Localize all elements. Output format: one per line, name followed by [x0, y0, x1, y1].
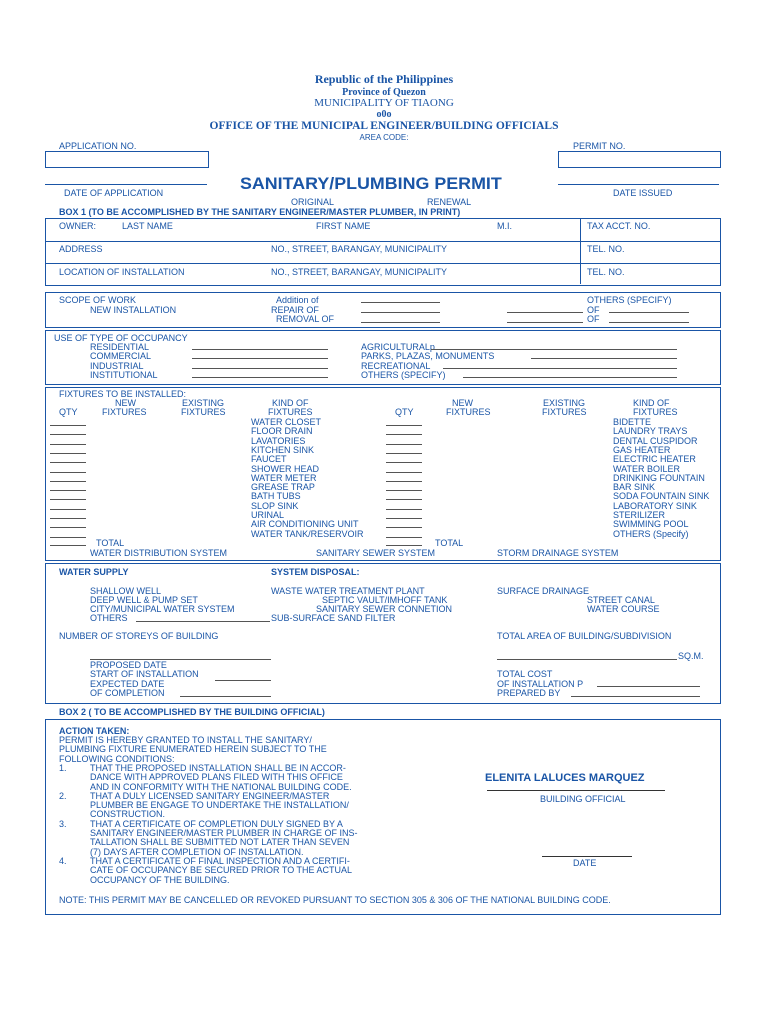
others-of-field[interactable] — [609, 322, 689, 323]
action-taken-label: ACTION TAKEN: — [59, 726, 130, 736]
occupancy-recreational[interactable]: RECREATIONAL — [361, 361, 431, 371]
completion-field[interactable] — [180, 696, 271, 697]
condition-line: THAT A DULY LICENSED SANITARY ENGINEER/MASTER — [90, 790, 330, 801]
deep-well-option[interactable]: DEEP WELL & PUMP SET — [90, 595, 198, 605]
left-qty-field[interactable] — [50, 537, 86, 538]
divider — [46, 263, 720, 264]
condition-line: CATE OF OCCUPANCY BE SECURED PRIOR TO THE ACTUAL — [90, 865, 353, 876]
shallow-well-option[interactable]: SHALLOW WELL — [90, 586, 162, 596]
tel-no-label: TEL. NO. — [587, 244, 625, 254]
left-fixture-item: SHOWER HEAD — [251, 463, 320, 474]
condition-number: 1. — [59, 762, 67, 773]
left-fixture-item: FAUCET — [251, 454, 287, 465]
application-no-field[interactable] — [45, 151, 209, 168]
right-fixture-item: LABORATORY SINK — [613, 500, 697, 511]
left-qty-field[interactable] — [50, 481, 86, 482]
left-qty-field[interactable] — [50, 453, 86, 454]
water-distribution-option[interactable]: WATER DISTRIBUTION SYSTEM — [90, 548, 228, 558]
left-qty-field[interactable] — [50, 490, 86, 491]
right-qty-field[interactable] — [386, 527, 422, 528]
occupancy-field[interactable] — [463, 377, 677, 378]
right-qty-field[interactable] — [386, 499, 422, 500]
left-qty-field[interactable] — [50, 527, 86, 528]
left-qty-field[interactable] — [50, 444, 86, 445]
left-fixture-item: GREASE TRAP — [251, 482, 315, 493]
kind-fixtures-header: FIXTURES — [633, 407, 678, 417]
right-qty-field[interactable] — [386, 453, 422, 454]
address-label: ADDRESS — [59, 244, 103, 254]
condition-line: THAT A CERTIFICATE OF COMPLETION DULY SIGNED BY A — [90, 818, 343, 829]
condition-line: TALLATION SHALL BE SUBMITTED NOT LATER THAN SEVEN — [90, 837, 350, 848]
others-field[interactable] — [507, 312, 583, 313]
right-fixture-item: DENTAL CUSPIDOR — [613, 435, 698, 446]
waste-water-option[interactable]: WASTE WATER TREATMENT PLANT — [271, 586, 425, 596]
condition-line: AND IN CONFORMITY WITH THE NATIONAL BUILDING CODE. — [90, 781, 352, 792]
prepared-by-label: PREPARED BY — [497, 688, 561, 698]
existing-header: EXISTING — [182, 398, 225, 408]
existing-header: EXISTING — [543, 398, 586, 408]
right-qty-field[interactable] — [386, 434, 422, 435]
system-disposal-heading: SYSTEM DISPOSAL: — [271, 567, 360, 577]
water-course-option[interactable]: WATER COURSE — [587, 604, 660, 614]
repair-of-field[interactable] — [361, 312, 440, 313]
left-qty-field[interactable] — [50, 518, 86, 519]
renewal-option[interactable]: RENEWAL — [427, 197, 472, 207]
right-fixture-item: DRINKING FOUNTAIN — [613, 472, 705, 483]
left-qty-field[interactable] — [50, 462, 86, 463]
total-field[interactable] — [50, 545, 86, 546]
official-name: ELENITA LALUCES MARQUEZ — [485, 772, 645, 784]
repair-of-label: REPAIR OF — [271, 305, 319, 315]
date-of-application-label: DATE OF APPLICATION — [64, 188, 164, 198]
right-fixture-item: GAS HEATER — [613, 444, 671, 455]
sanitary-sewer-conn-option[interactable]: SANITARY SEWER CONNETION — [316, 604, 453, 614]
street-canal-option[interactable]: STREET CANAL — [587, 595, 655, 605]
scope-of-work-label: SCOPE OF WORK — [59, 295, 137, 305]
left-fixture-item: WATER TANK/RESERVOIR — [251, 528, 364, 539]
of-label: OF — [587, 314, 600, 324]
kind-fixtures-header: FIXTURES — [268, 407, 313, 417]
new-fixtures-header: FIXTURES — [446, 407, 491, 417]
occupancy-field[interactable] — [431, 349, 677, 350]
water-supply-heading: WATER SUPPLY — [59, 567, 129, 577]
republic-heading: Republic of the Philippines — [314, 72, 454, 86]
occupancy-commercial[interactable]: COMMERCIAL — [90, 351, 152, 361]
left-fixture-item: SLOP SINK — [251, 500, 299, 511]
cost-field[interactable] — [597, 686, 700, 687]
subsurface-option[interactable]: SUB-SURFACE SAND FILTER — [271, 613, 396, 623]
permit-no-field[interactable] — [558, 151, 721, 168]
left-qty-field[interactable] — [50, 499, 86, 500]
date-issued-label: DATE ISSUED — [613, 188, 673, 198]
others-field[interactable] — [507, 322, 583, 323]
note-text: NOTE: THIS PERMIT MAY BE CANCELLED OR REVOKED PURSUANT TO SECTION 305 & 306 OF THE NATIONAL BUILDING CODE. — [59, 895, 611, 905]
removal-of-field[interactable] — [361, 322, 440, 323]
area-code-label: AREA CODE: — [359, 133, 409, 142]
total-label: TOTAL — [435, 538, 464, 548]
left-fixture-item: FLOOR DRAIN — [251, 426, 313, 437]
prepared-by-field[interactable] — [571, 696, 700, 697]
septic-option[interactable]: SEPTIC VAULT/IMHOFF TANK — [322, 595, 448, 605]
condition-line: PLUMBER BE ENGAGE TO UNDERTAKE THE INSTALLATION/ — [90, 800, 349, 811]
right-fixture-item: LAUNDRY TRAYS — [613, 426, 688, 437]
original-option[interactable]: ORIGINAL — [291, 197, 335, 207]
first-name-label: FIRST NAME — [316, 221, 371, 231]
condition-number: 2. — [59, 790, 67, 801]
condition-line: (7) DAYS AFTER COMPLETION OF INSTALLATION. — [90, 846, 304, 857]
occupancy-others[interactable]: OTHERS (SPECIFY) — [361, 370, 446, 380]
province-heading: Province of Quezon — [342, 87, 426, 98]
office-heading: OFFICE OF THE MUNICIPAL ENGINEER/BUILDING OFFICIALS — [209, 120, 559, 132]
signature-line — [487, 790, 665, 791]
last-name-label: LAST NAME — [122, 221, 173, 231]
occupancy-institutional[interactable]: INSTITUTIONAL — [90, 370, 158, 380]
right-fixture-item: BIDETTE — [613, 417, 652, 427]
date-line[interactable] — [542, 856, 632, 857]
right-fixture-item: SODA FOUNTAIN SINK — [613, 491, 710, 502]
of-installation-label: OF INSTALLATION P — [497, 679, 584, 689]
right-qty-field[interactable] — [386, 518, 422, 519]
occupancy-field[interactable] — [531, 358, 677, 359]
date-label: DATE — [573, 858, 597, 868]
right-qty-field[interactable] — [386, 472, 422, 473]
occupancy-industrial[interactable]: INDUSTRIAL — [90, 361, 144, 371]
sanitary-sewer-option[interactable]: SANITARY SEWER SYSTEM — [316, 548, 436, 558]
others-field[interactable] — [136, 621, 270, 622]
left-fixture-item: LAVATORIES — [251, 435, 306, 446]
right-qty-field[interactable] — [386, 444, 422, 445]
total-cost-label: TOTAL COST — [497, 669, 553, 679]
right-qty-field[interactable] — [386, 425, 422, 426]
existing-fixtures-header: FIXTURES — [181, 407, 226, 417]
separator: o0o — [376, 109, 392, 120]
location-label: LOCATION OF INSTALLATION — [59, 267, 185, 277]
right-qty-field[interactable] — [386, 490, 422, 491]
tax-acct-label: TAX ACCT. NO. — [587, 221, 651, 231]
of-label: OF — [587, 305, 600, 315]
right-fixture-item: STERILIZER — [613, 510, 666, 520]
left-qty-field[interactable] — [50, 434, 86, 435]
right-fixture-item: BAR SINK — [613, 482, 656, 493]
proposed-date-label: PROPOSED DATE — [90, 660, 167, 670]
condition-line: THAT A CERTIFICATE OF FINAL INSPECTION AND A CERTIFI- — [90, 855, 350, 866]
date-of-application-field[interactable] — [45, 184, 207, 185]
occupancy-field[interactable] — [192, 368, 328, 369]
right-fixture-item: SWIMMING POOL — [613, 519, 689, 530]
permit-title: SANITARY/PLUMBING PERMIT — [240, 174, 502, 193]
left-fixture-item: KITCHEN SINK — [251, 444, 315, 455]
qty-header: QTY — [59, 407, 78, 417]
action-line: PLUMBING FIXTURE ENUMERATED HEREIN SUBJECT TO THE — [59, 744, 327, 755]
box2-heading: BOX 2 ( TO BE ACCOMPLISHED BY THE BUILDING OFFICIAL) — [59, 707, 325, 717]
storeys-label: NUMBER OF STOREYS OF BUILDING — [59, 631, 219, 641]
surface-drainage-option[interactable]: SURFACE DRAINAGE — [497, 586, 590, 596]
official-title: BUILDING OFFICIAL — [540, 794, 626, 804]
owner-label: OWNER: — [59, 221, 96, 231]
of-completion-label: OF COMPLETION — [90, 688, 165, 698]
city-water-option[interactable]: CITY/MUNICIPAL WATER SYSTEM — [90, 604, 235, 614]
left-qty-field[interactable] — [50, 509, 86, 510]
occupancy-residential[interactable]: RESIDENTIAL — [90, 342, 150, 352]
left-qty-field[interactable] — [50, 472, 86, 473]
divider — [46, 241, 720, 242]
addition-of-field[interactable] — [361, 302, 440, 303]
right-fixture-item: ELECTRIC HEATER — [613, 454, 696, 465]
start-installation-label: START OF INSTALLATION — [90, 669, 199, 679]
occupancy-agricultural[interactable]: AGRICULTURALp — [361, 342, 435, 352]
occupancy-parks[interactable]: PARKS, PLAZAS, MONUMENTS — [361, 351, 495, 361]
total-label: TOTAL — [96, 538, 125, 548]
box1-heading: BOX 1 (TO BE ACCOMPLISHED BY THE SANITARY ENGINEER/MASTER PLUMBER, IN PRINT) — [59, 207, 461, 217]
occupancy-field[interactable] — [443, 368, 677, 369]
action-line: PERMIT IS HEREBY GRANTED TO INSTALL THE SANITARY/ — [59, 735, 312, 745]
permit-no-label: PERMIT NO. — [573, 141, 626, 151]
fixtures-heading: FIXTURES TO BE INSTALLED: — [59, 389, 187, 399]
existing-fixtures-header: FIXTURES — [542, 407, 587, 417]
kind-of-header: KIND OF — [272, 398, 309, 408]
application-no-label: APPLICATION NO. — [59, 141, 137, 151]
right-qty-field[interactable] — [386, 509, 422, 510]
left-fixture-item: AIR CONDITIONING UNIT — [251, 519, 359, 530]
right-fixture-item: OTHERS (Specify) — [613, 528, 689, 539]
condition-line: DANCE WITH APPROVED PLANS FILED WITH THIS OFFICE — [90, 772, 343, 783]
new-header: NEW — [115, 398, 136, 408]
others-specify-label: OTHERS (SPECIFY) — [587, 295, 672, 305]
qty-header: QTY — [395, 407, 414, 417]
right-qty-field[interactable] — [386, 481, 422, 482]
kind-of-header: KIND OF — [633, 398, 670, 408]
occupancy-field[interactable] — [192, 377, 328, 378]
right-qty-field[interactable] — [386, 462, 422, 463]
new-header: NEW — [452, 398, 473, 408]
address-hint: NO., STREET, BARANGAY, MUNICIPALITY — [271, 244, 448, 254]
total-area-field[interactable] — [497, 659, 677, 660]
left-fixture-item: BATH TUBS — [251, 491, 301, 502]
left-fixture-item: WATER METER — [251, 472, 317, 483]
sqm-label: SQ.M. — [678, 651, 704, 661]
removal-of-label: REMOVAL OF — [276, 314, 335, 324]
new-installation-option[interactable]: NEW INSTALLATION — [90, 305, 177, 315]
others-of-field[interactable] — [609, 312, 689, 313]
municipality-heading: MUNICIPALITY OF TIAONG — [314, 97, 454, 109]
condition-line: OCCUPANCY OF THE BUILDING. — [90, 874, 230, 885]
occupancy-field[interactable] — [192, 358, 328, 359]
condition-number: 3. — [59, 818, 67, 829]
total-field[interactable] — [386, 545, 422, 546]
mi-label: M.I. — [497, 221, 512, 231]
right-fixture-item: WATER BOILER — [613, 463, 681, 474]
occupancy-heading: USE OF TYPE OF OCCUPANCY — [54, 333, 188, 343]
addition-of-label: Addition of — [276, 295, 319, 305]
condition-line: SANITARY ENGINEER/MASTER PLUMBER IN CHARGE OF INS- — [90, 828, 358, 838]
occupancy-field[interactable] — [192, 349, 328, 350]
total-area-label: TOTAL AREA OF BUILDING/SUBDIVISION — [497, 631, 672, 641]
right-qty-field[interactable] — [386, 537, 422, 538]
left-fixture-item: URINAL — [251, 510, 285, 520]
left-fixture-item: WATER CLOSET — [251, 417, 322, 427]
start-installation-field[interactable] — [215, 680, 271, 681]
condition-number: 4. — [59, 855, 67, 866]
action-line: FOLLOWING CONDITIONS: — [59, 753, 175, 764]
others-option[interactable]: OTHERS — [90, 613, 128, 623]
expected-date-label: EXPECTED DATE — [90, 679, 165, 689]
divider — [580, 219, 581, 284]
storm-drainage-option[interactable]: STORM DRAINAGE SYSTEM — [497, 548, 619, 558]
condition-line: THAT THE PROPOSED INSTALLATION SHALL BE IN ACCOR- — [90, 762, 346, 773]
location-hint: NO., STREET, BARANGAY, MUNICIPALITY — [271, 267, 448, 277]
tel-no-label: TEL. NO. — [587, 267, 625, 277]
new-fixtures-header: FIXTURES — [102, 407, 147, 417]
condition-line: CONSTRUCTION. — [90, 809, 165, 820]
left-qty-field[interactable] — [50, 425, 86, 426]
date-issued-field[interactable] — [558, 184, 719, 185]
